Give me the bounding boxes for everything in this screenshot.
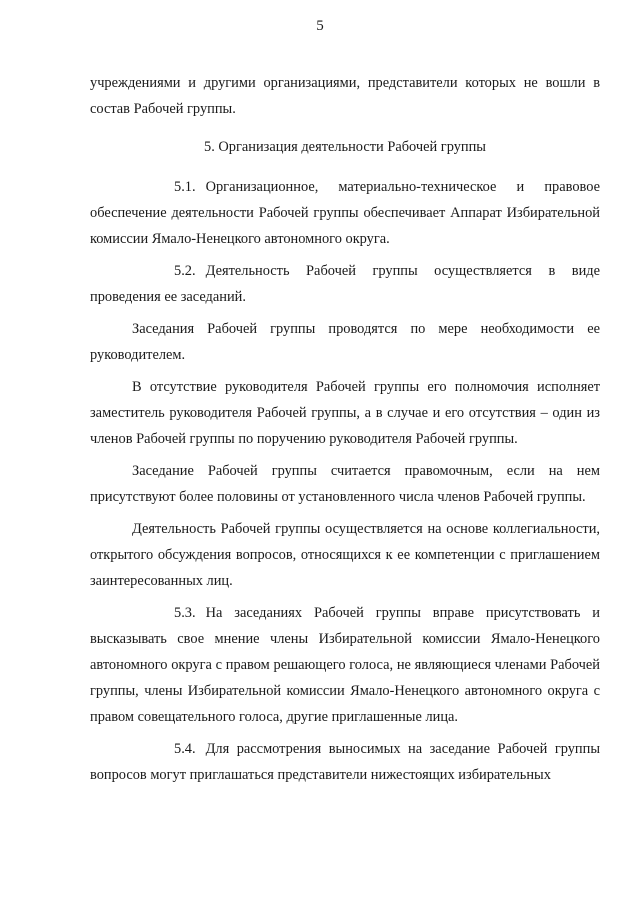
page-number: 5 — [316, 18, 324, 34]
paragraph-continuation: учреждениями и другими организациями, представители которых не вошли в состав Рабочей группы. — [90, 75, 600, 117]
clause-number: 5.3. — [174, 605, 196, 621]
clause-5-4 — [90, 736, 600, 788]
clause-text: Деятельность Рабочей группы осуществляется в виде проведения ее заседаний. — [90, 263, 600, 305]
clause-5-2 — [90, 258, 600, 310]
clause-5-3 — [90, 600, 600, 730]
document-body — [90, 70, 600, 794]
paragraph-quorum: Заседание Рабочей группы считается правомочным, если на нем присутствуют более половины от установленного числа членов Рабочей группы. — [90, 463, 600, 505]
section-heading: 5. Организация деятельности Рабочей группы — [204, 139, 486, 155]
paragraph-deputy: В отсутствие руководителя Рабочей группы его полномочия исполняет заместитель руководителя Рабочей группы, а в случае и его отсутствия – один из членов Рабочей группы по поручению руководителя Рабочей группы. — [90, 379, 600, 447]
clause-5-1 — [90, 174, 600, 252]
clause-text: Для рассмотрения выносимых на заседание Рабочей группы вопросов могут приглашаться представители нижестоящих избирательных — [90, 741, 600, 783]
clause-number: 5.1. — [174, 179, 196, 195]
clause-number: 5.2. — [174, 263, 196, 279]
paragraph-meetings: Заседания Рабочей группы проводятся по мере необходимости ее руководителем. — [90, 321, 600, 363]
paragraph-collegiality: Деятельность Рабочей группы осуществляется на основе коллегиальности, открытого обсуждения вопросов, относящихся к ее компетенции с приглашением заинтересованных лиц. — [90, 521, 600, 589]
clause-text: На заседаниях Рабочей группы вправе присутствовать и высказывать свое мнение члены Избирательной комиссии Ямало-Ненецкого автономного округа с правом решающего голоса, не являющиеся членами Рабочей группы, члены Избирательной комиссии Ямало-Ненецкого автономного округа с правом совещательного голоса, другие приглашенные лица. — [90, 605, 600, 725]
clause-text: Организационное, материально-техническое и правовое обеспечение деятельности Рабочей группы обеспечивает Аппарат Избирательной комиссии Ямало-Ненецкого автономного округа. — [90, 179, 600, 247]
clause-number: 5.4. — [174, 741, 196, 757]
